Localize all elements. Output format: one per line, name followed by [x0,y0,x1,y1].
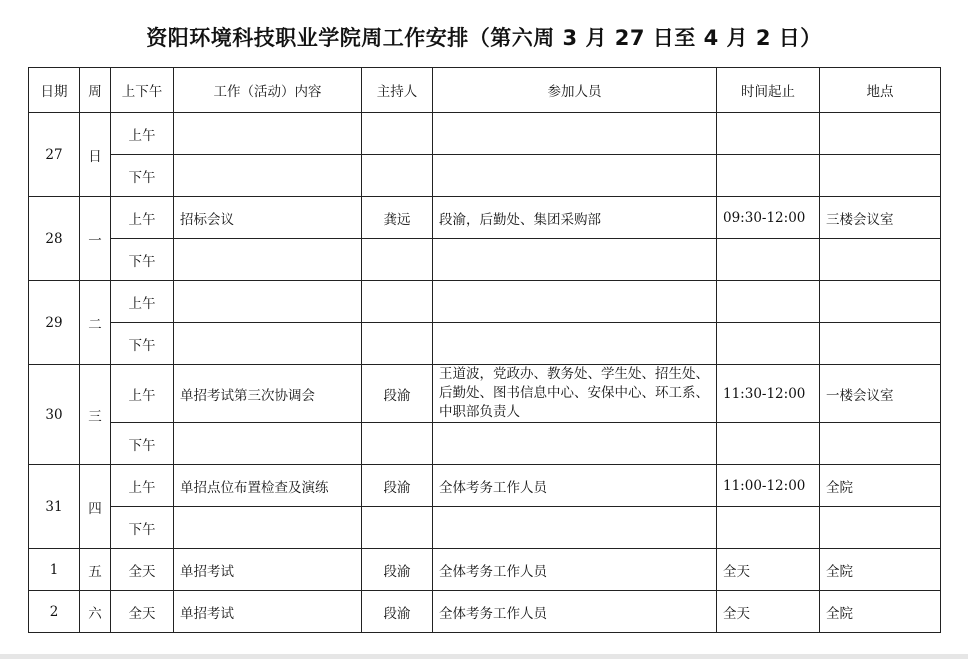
host-cell [362,113,433,155]
period-cell: 上午 [111,113,174,155]
header-date: 日期 [29,68,80,113]
weekday-cell: 日 [80,113,111,197]
table-row [29,591,941,633]
host-cell: 段渝 [362,465,433,507]
attendees-cell [433,281,717,323]
location-cell [820,423,941,465]
host-cell [362,323,433,365]
host-cell [362,155,433,197]
date-cell: 27 [29,113,80,197]
header-attendees: 参加人员 [433,68,717,113]
page-bottom-edge [0,654,968,659]
content-cell: 单招点位布置检查及演练 [174,465,362,507]
time-cell [717,323,820,365]
location-cell: 全院 [820,591,941,633]
page-title: 资阳环境科技职业学院周工作安排（第六周 3 月 27 日至 4 月 2 日） [146,26,822,50]
content-cell: 单招考试第三次协调会 [174,365,362,423]
time-cell: 11:30-12:00 [717,365,820,423]
host-cell [362,423,433,465]
content-cell [174,239,362,281]
date-cell: 28 [29,197,80,281]
content-cell [174,323,362,365]
location-cell: 三楼会议室 [820,197,941,239]
period-cell: 全天 [111,591,174,633]
attendees-cell [433,155,717,197]
attendees-cell: 全体考务工作人员 [433,465,717,507]
time-cell [717,155,820,197]
time-cell [717,113,820,155]
date-cell: 31 [29,465,80,549]
weekday-cell: 三 [80,365,111,465]
header-period: 上下午 [111,68,174,113]
attendees-cell: 全体考务工作人员 [433,591,717,633]
content-cell: 单招考试 [174,591,362,633]
location-cell: 全院 [820,549,941,591]
attendees-cell [433,323,717,365]
table-row [29,507,941,549]
attendees-cell [433,507,717,549]
location-cell [820,239,941,281]
time-cell [717,281,820,323]
date-cell: 1 [29,549,80,591]
table-row [29,465,941,507]
period-cell: 上午 [111,281,174,323]
time-cell: 全天 [717,549,820,591]
location-cell: 全院 [820,465,941,507]
period-cell: 上午 [111,197,174,239]
time-cell [717,507,820,549]
table-row [29,239,941,281]
table-row [29,113,941,155]
weekday-cell: 五 [80,549,111,591]
table-row [29,281,941,323]
weekday-cell: 一 [80,197,111,281]
location-cell [820,281,941,323]
header-time: 时间起止 [717,68,820,113]
host-cell: 段渝 [362,549,433,591]
header-content: 工作（活动）内容 [174,68,362,113]
weekday-cell: 二 [80,281,111,365]
host-cell [362,507,433,549]
date-cell: 30 [29,365,80,465]
content-cell: 单招考试 [174,549,362,591]
period-cell: 下午 [111,155,174,197]
location-cell: 一楼会议室 [820,365,941,423]
content-cell [174,113,362,155]
host-cell: 段渝 [362,365,433,423]
table-row [29,197,941,239]
date-cell: 29 [29,281,80,365]
attendees-cell [433,423,717,465]
time-cell: 09:30-12:00 [717,197,820,239]
content-cell [174,281,362,323]
table-row [29,365,941,423]
content-cell: 招标会议 [174,197,362,239]
weekday-cell: 四 [80,465,111,549]
period-cell: 下午 [111,423,174,465]
weekday-cell: 六 [80,591,111,633]
location-cell [820,155,941,197]
host-cell [362,281,433,323]
header-location: 地点 [820,68,941,113]
host-cell [362,239,433,281]
attendees-cell [433,239,717,281]
attendees-cell: 王道波，党政办、教务处、学生处、招生处、后勤处、图书信息中心、安保中心、环工系、中职部负责人 [433,365,717,423]
period-cell: 下午 [111,507,174,549]
table-row [29,423,941,465]
location-cell [820,507,941,549]
location-cell [820,323,941,365]
location-cell [820,113,941,155]
time-cell: 全天 [717,591,820,633]
host-cell: 龚远 [362,197,433,239]
host-cell: 段渝 [362,591,433,633]
attendees-cell: 全体考务工作人员 [433,549,717,591]
date-cell: 2 [29,591,80,633]
period-cell: 下午 [111,239,174,281]
table-row [29,323,941,365]
attendees-cell [433,113,717,155]
header-row [29,68,941,113]
period-cell: 下午 [111,323,174,365]
attendees-cell: 段渝，后勤处、集团采购部 [433,197,717,239]
header-host: 主持人 [362,68,433,113]
table-row [29,155,941,197]
time-cell [717,239,820,281]
schedule-table [28,67,941,633]
content-cell [174,423,362,465]
period-cell: 上午 [111,465,174,507]
content-cell [174,507,362,549]
header-week: 周 [80,68,111,113]
time-cell [717,423,820,465]
content-cell [174,155,362,197]
period-cell: 上午 [111,365,174,423]
time-cell: 11:00-12:00 [717,465,820,507]
table-row [29,549,941,591]
period-cell: 全天 [111,549,174,591]
